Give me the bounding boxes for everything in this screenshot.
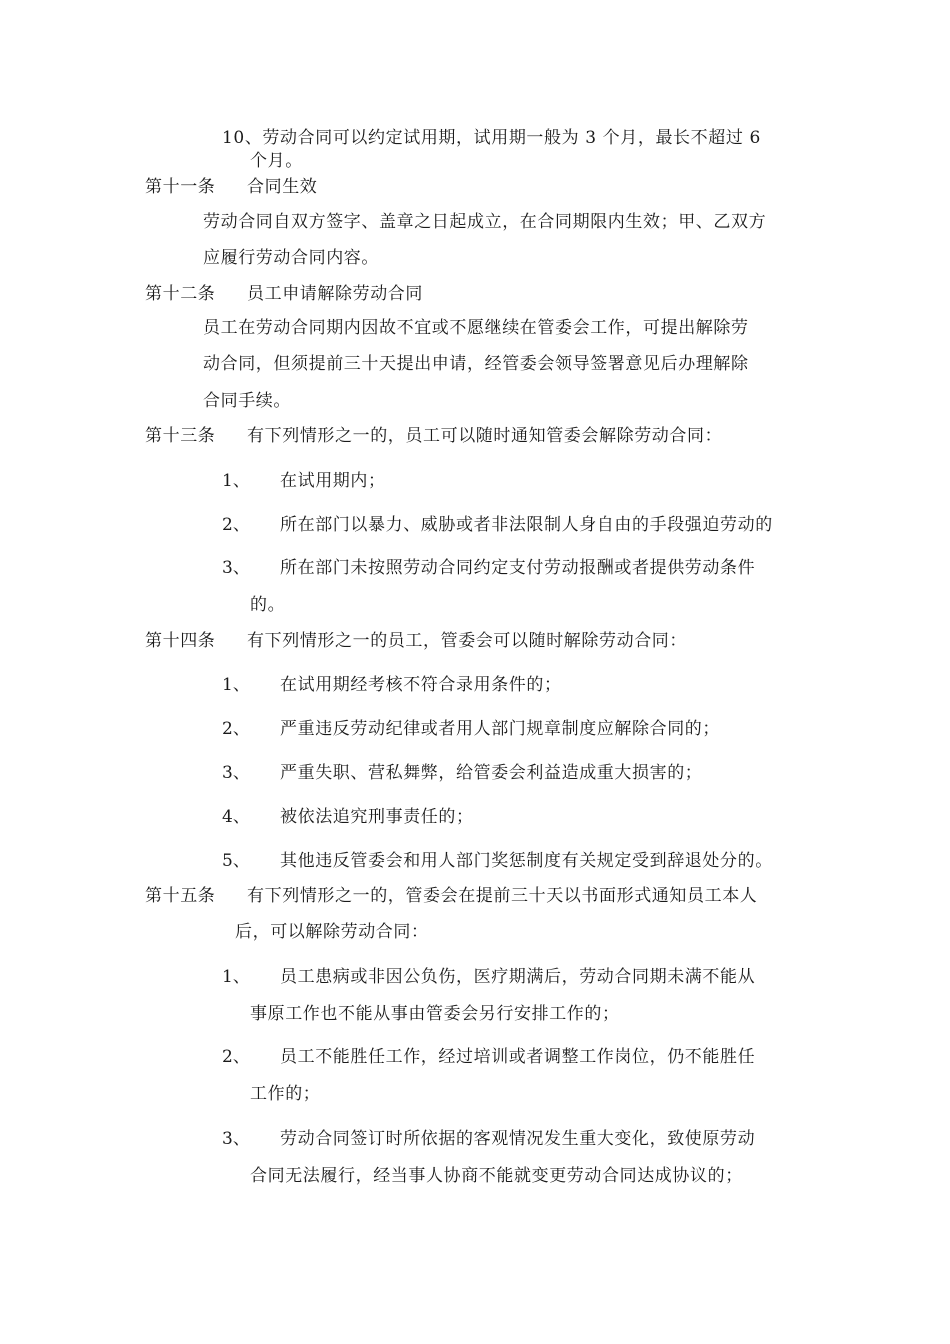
article-12-heading [145,283,423,305]
article-13-heading [145,425,723,447]
article-15-title-continuation: 后，可以解除劳动合同： [235,922,429,942]
article-15-item-1-number: 1、 [222,967,250,987]
article-12-label: 第十二条 [145,284,216,304]
article-11-body-line-1: 劳动合同自双方签字、盖章之日起成立，在合同期限内生效；甲、乙双方 [203,212,767,232]
article-12-body-line-2: 动合同，但须提前三十天提出申请，经管委会领导签署意见后办理解除 [203,354,749,374]
article-14-item-2-number: 2、 [222,719,250,739]
article-13-item-2-number: 2、 [222,515,250,535]
article-12-body-line-3: 合同手续。 [203,391,291,411]
article-13-item-3-continuation: 的。 [250,595,286,615]
article-14-item-1-number: 1、 [222,675,250,695]
article-13-item-3-text: 所在部门未按照劳动合同约定支付劳动报酬或者提供劳动条件 [280,558,756,578]
article-14-label: 第十四条 [145,631,216,651]
item-10-line-1: 10、劳动合同可以约定试用期，试用期一般为 3 个月，最长不超过 6 [222,128,761,148]
article-14-item-3-number: 3、 [222,763,250,783]
article-13-title: 有下列情形之一的，员工可以随时通知管委会解除劳动合同： [247,426,723,446]
article-11-heading [145,176,318,198]
article-15-item-1-continuation: 事原工作也不能从事由管委会另行安排工作的； [250,1004,620,1024]
article-14-item-5-text: 其他违反管委会和用人部门奖惩制度有关规定受到辞退处分的。 [280,851,773,871]
article-14-heading [145,630,687,652]
article-15-label: 第十五条 [145,886,216,906]
article-13-item-2-text: 所在部门以暴力、威胁或者非法限制人身自由的手段强迫劳动的 [280,515,773,535]
article-15-title: 有下列情形之一的，管委会在提前三十天以书面形式通知员工本人 [247,886,758,906]
article-12-body-line-1: 员工在劳动合同期内因故不宜或不愿继续在管委会工作，可提出解除劳 [203,318,749,338]
article-14-item-4-number: 4、 [222,807,250,827]
article-15-item-2-text: 员工不能胜任工作，经过培训或者调整工作岗位，仍不能胜任 [280,1047,756,1067]
article-14-item-4-text: 被依法追究刑事责任的； [280,807,474,827]
article-13-item-1-text: 在试用期内； [280,471,386,491]
article-14-title: 有下列情形之一的员工，管委会可以随时解除劳动合同： [247,631,687,651]
article-15-item-3-text: 劳动合同签订时所依据的客观情况发生重大变化，致使原劳动 [280,1129,756,1149]
article-15-item-3-number: 3、 [222,1129,250,1149]
article-15-item-2-number: 2、 [222,1047,250,1067]
article-13-label: 第十三条 [145,426,216,446]
article-15-heading [145,885,758,907]
item-10-line-2: 个月。 [250,151,303,171]
article-15-item-2-continuation: 工作的； [250,1084,321,1104]
article-14-item-3-text: 严重失职、营私舞弊，给管委会利益造成重大损害的； [280,763,703,783]
article-11-body-line-2: 应履行劳动合同内容。 [203,248,379,268]
article-12-title: 员工申请解除劳动合同 [247,284,423,304]
article-11-label: 第十一条 [145,177,216,197]
article-13-item-1-number: 1、 [222,471,250,491]
article-11-title: 合同生效 [247,177,318,197]
article-15-item-1-text: 员工患病或非因公负伤，医疗期满后，劳动合同期未满不能从 [280,967,756,987]
article-14-item-1-text: 在试用期经考核不符合录用条件的； [280,675,562,695]
article-13-item-3-number: 3、 [222,558,250,578]
article-14-item-2-text: 严重违反劳动纪律或者用人部门规章制度应解除合同的； [280,719,720,739]
article-15-item-3-continuation: 合同无法履行，经当事人协商不能就变更劳动合同达成协议的； [250,1166,743,1186]
article-14-item-5-number: 5、 [222,851,250,871]
